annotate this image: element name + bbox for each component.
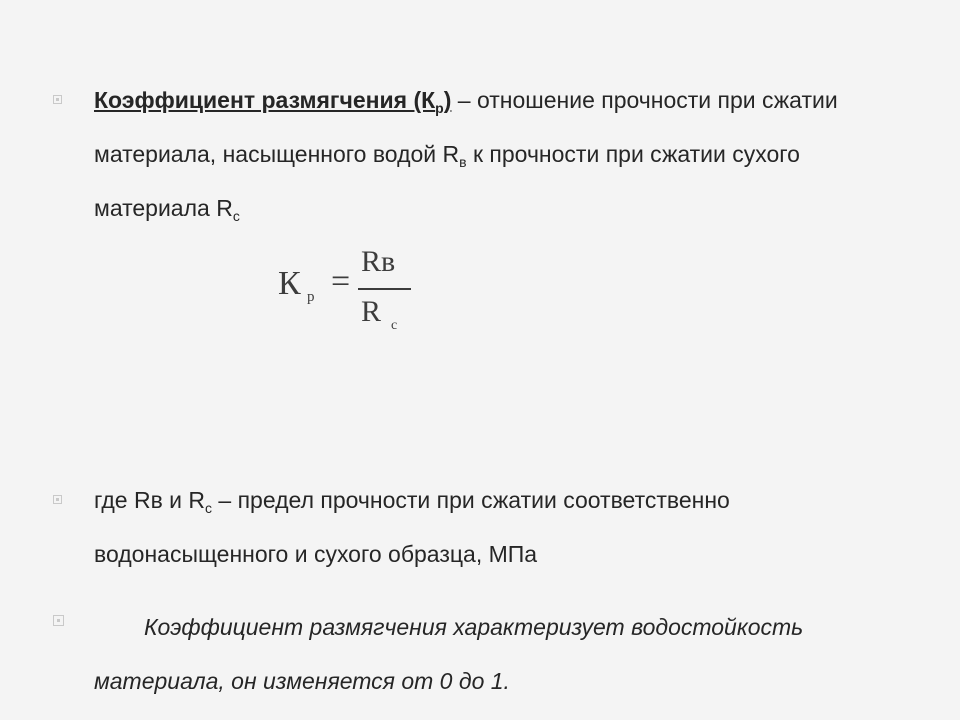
variables-paragraph: где Rв и $R_с$ – предел прочности при сжатии соответственно водонасыщенного и сухого образца, МПа (94, 487, 730, 567)
bullet-icon (53, 495, 62, 504)
bullet-icon (53, 615, 64, 626)
conclusion-paragraph: Коэффициент размягчения характеризует водостойкость материала, он изменяется от 0 до 1. (94, 614, 804, 694)
definition-paragraph: Коэффициент размягчения $(К_р)$ – отношение прочности при сжатии материала, насыщенного водой $R_в$ к прочности при сжатии сухого материала $R_с$ (94, 87, 838, 224)
softening-coefficient-formula: К р = Rв R с (278, 245, 418, 335)
fraction-line (358, 288, 411, 290)
term-heading: Коэффициент размягчения $(К_р)$ (94, 87, 452, 116)
bullet-icon (53, 95, 62, 104)
